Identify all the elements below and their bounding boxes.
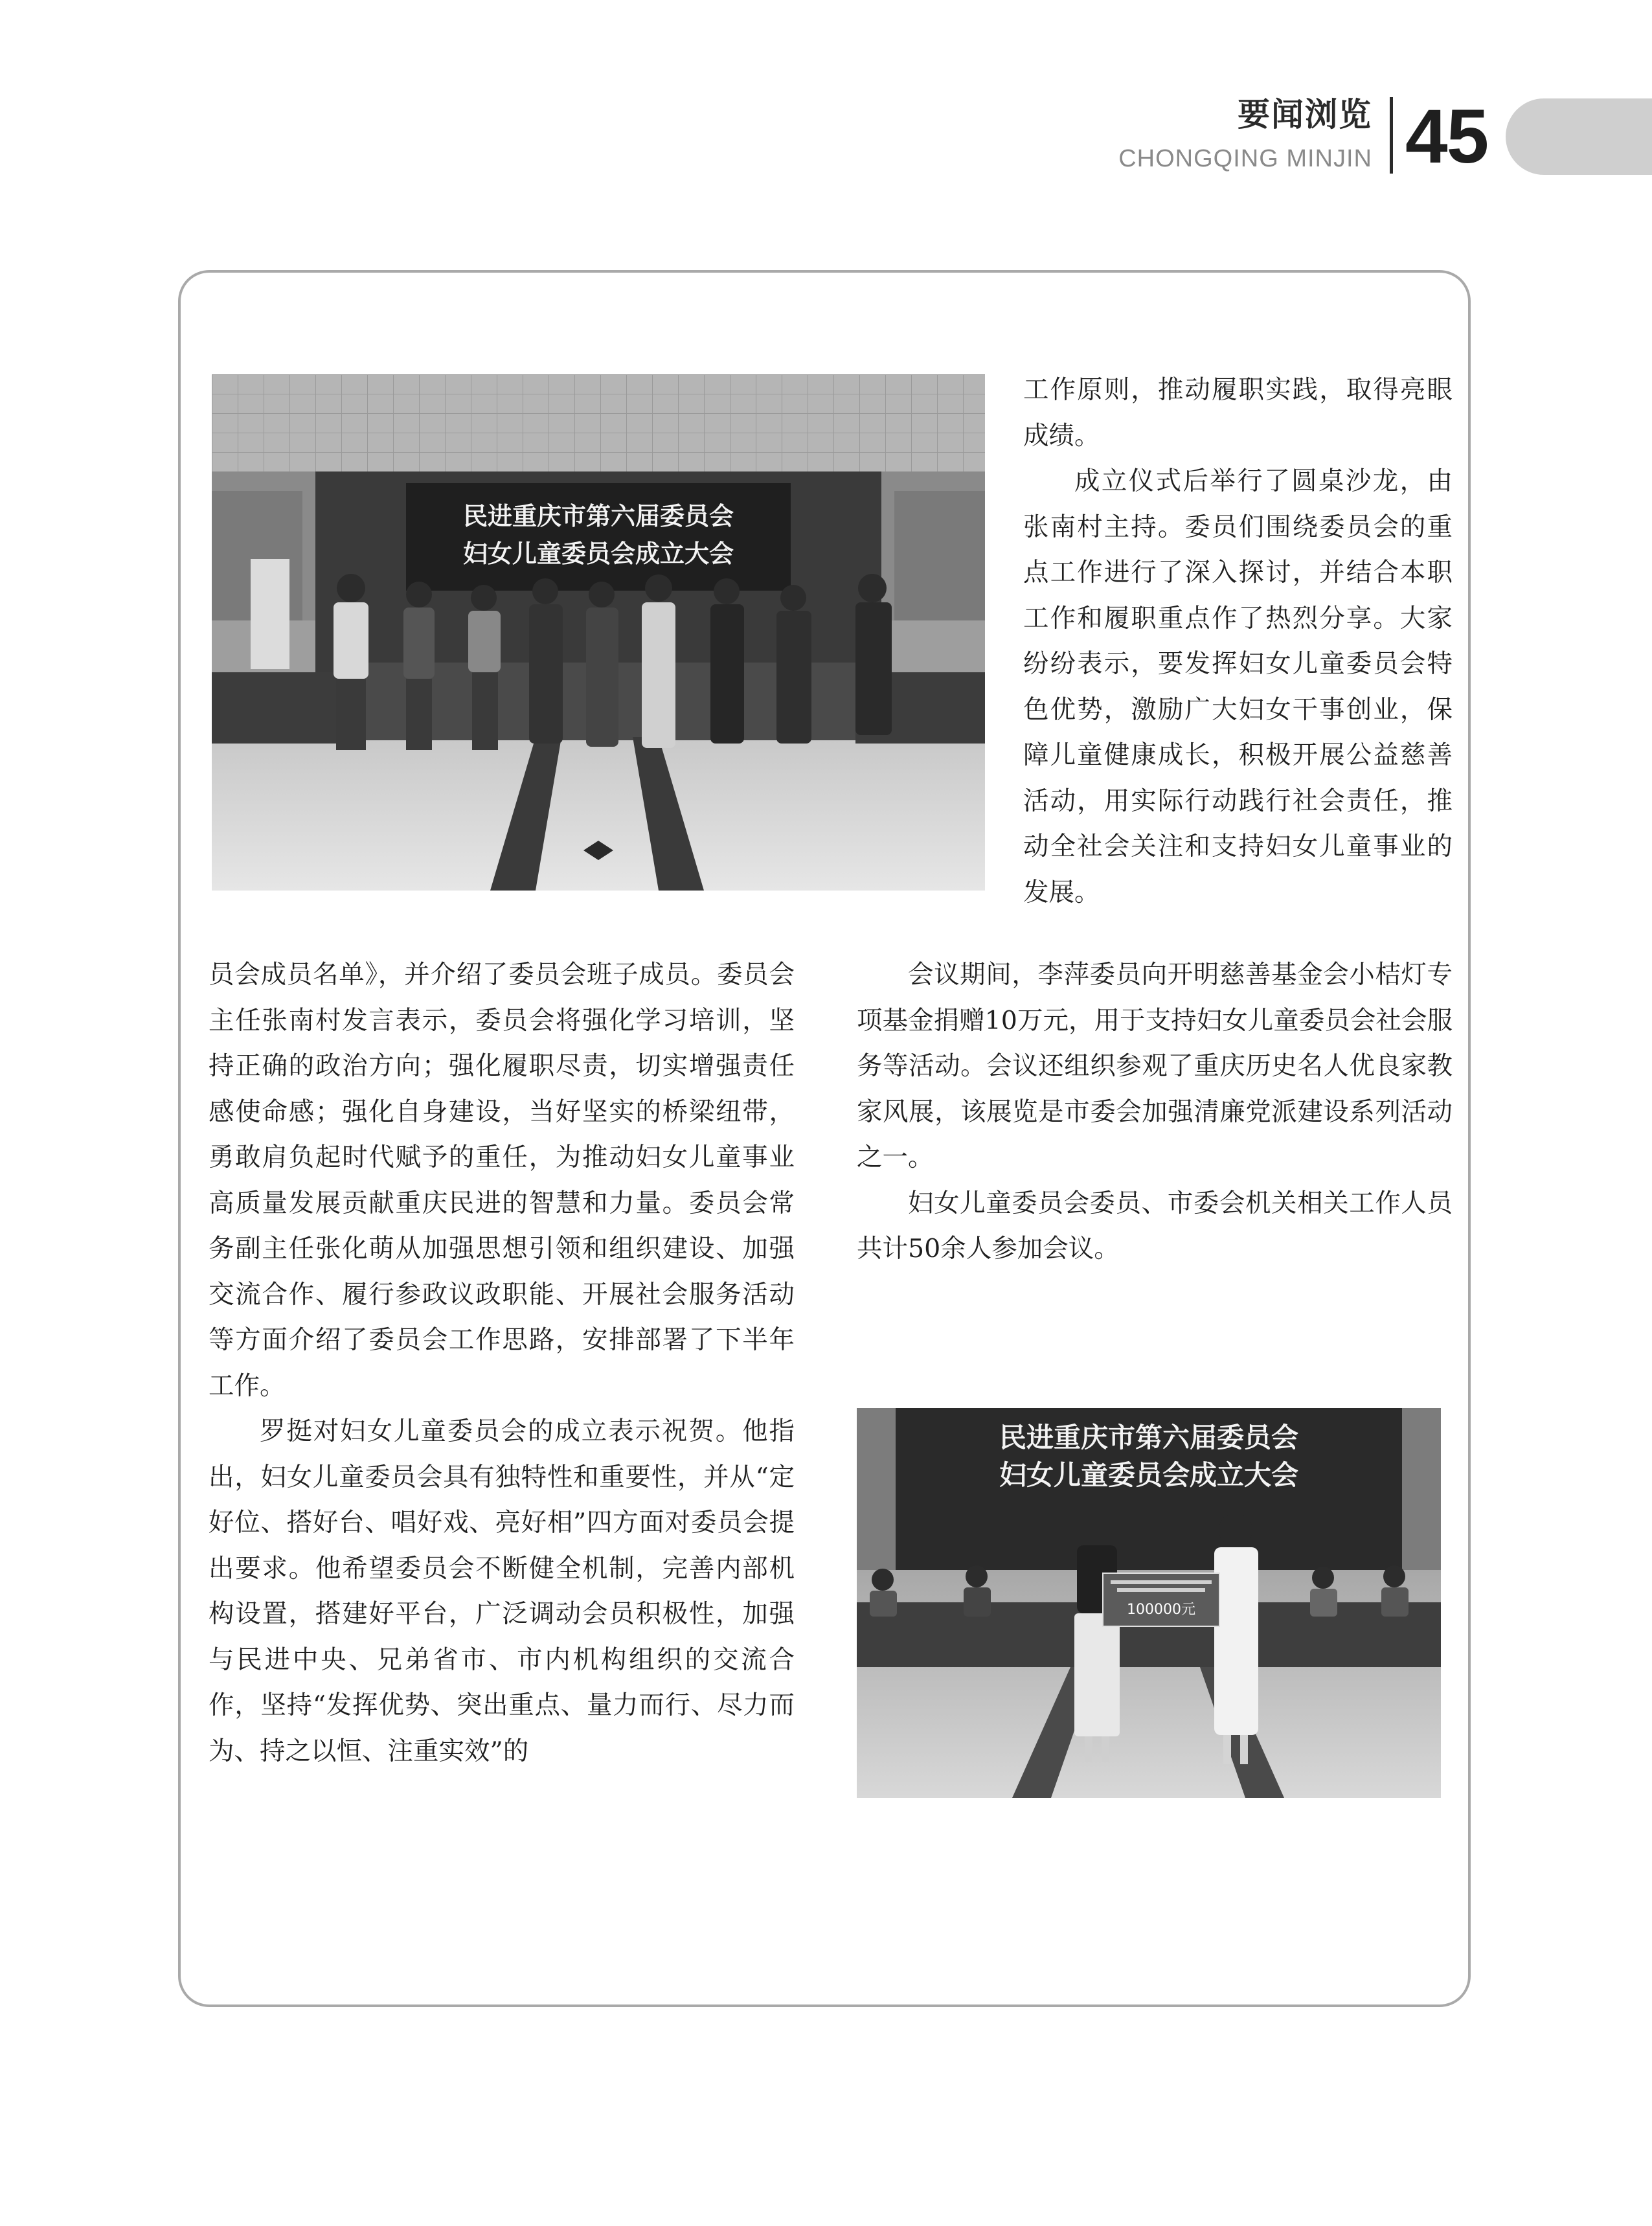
donation-photo	[857, 1408, 1441, 1798]
donation-amount: 100000元	[1127, 1602, 1195, 1618]
paragraph: 妇女儿童委员会委员、市委会机关相关工作人员共计50余人参加会议。	[857, 1188, 1453, 1264]
banner-line-2: 妇女儿童委员会成立大会	[462, 539, 734, 568]
left-column-text	[209, 952, 795, 1774]
right-column-top-text	[1023, 367, 1453, 915]
paragraph: 成立仪式后举行了圆桌沙龙，由张南村主持。委员们围绕委员会的重点工作进行了深入探讨，并结合本职工作和履职重点作了热烈分享。大家纷纷表示，要发挥妇女儿童委员会特色优势，激励广大妇女干事创业，保障儿童健康成长，积极开展公益慈善活动，用实际行动践行社会责任，推动全社会关注和支持妇女儿童事业的发展。	[1023, 466, 1453, 907]
section-title: 要闻浏览	[1238, 96, 1372, 133]
banner-line-1: 民进重庆市第六届委员会	[462, 502, 734, 530]
paragraph: 会议期间，李萍委员向开明慈善基金会小桔灯专项基金捐赠10万元，用于支持妇女儿童委员会社会服务等活动。会议还组织参观了重庆历史名人优良家教家风展，该展览是市委会加强清廉党派建设系列活动之一。	[857, 960, 1453, 1172]
paragraph: 员会成员名单》，并介绍了委员会班子成员。委员会主任张南村发言表示，委员会将强化学习培训，坚持正确的政治方向；强化履职尽责，切实增强责任感使命感；强化自身建设，当好坚实的桥梁纽带，勇敢肩负起时代赋予的重任，为推动妇女儿童事业高质量发展贡献重庆民进的智慧和力量。委员会常务副主任张化萌从加强思想引领和组织建设、加强交流合作、履行参政议政职能、开展社会服务活动等方面介绍了委员会工作思路，安排部署了下半年工作。	[209, 960, 795, 1401]
header-divider	[1390, 97, 1393, 174]
page-number: 45	[1405, 94, 1488, 179]
banner-line-1: 民进重庆市第六届委员会	[999, 1422, 1299, 1453]
right-column-bottom-text	[857, 952, 1453, 1272]
page-tab-decoration	[1506, 98, 1652, 175]
group-photo	[212, 374, 985, 891]
magazine-subtitle: CHONGQING MINJIN	[1118, 145, 1372, 172]
paragraph: 工作原则，推动履职实践，取得亮眼成绩。	[1023, 375, 1453, 451]
banner-line-2: 妇女儿童委员会成立大会	[999, 1459, 1299, 1491]
paragraph: 罗挺对妇女儿童委员会的成立表示祝贺。他指出，妇女儿童委员会具有独特性和重要性，并从“定好位、搭好台、唱好戏、亮好相”四方面对委员会提出要求。他希望委员会不断健全机制，完善内部机构设置，搭建好平台，广泛调动会员积极性，加强与民进中央、兄弟省市、市内机构组织的交流合作，坚持“发挥优势、突出重点、量力而行、尽力而为、持之以恒、注重实效”的	[209, 1416, 795, 1766]
